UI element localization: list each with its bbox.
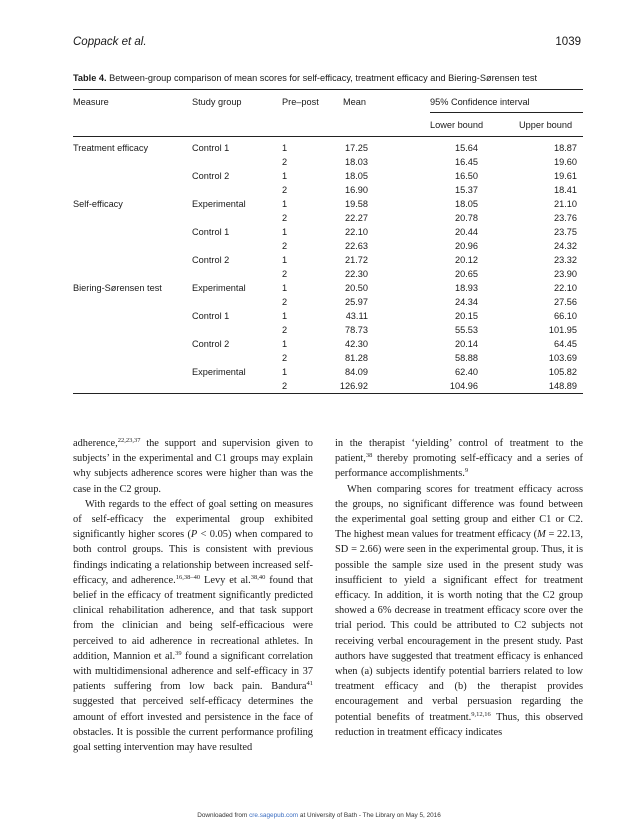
cell-lower-bound: 62.40 (455, 367, 478, 377)
cell-pre-post: 1 (282, 367, 288, 377)
cell-lower-bound: 18.93 (455, 283, 478, 293)
cell-measure: Biering-Sørensen test (73, 283, 162, 293)
cell-study-group: Control 1 (192, 143, 230, 153)
cell-pre-post: 2 (282, 269, 288, 279)
cell-lower-bound: 16.50 (455, 171, 478, 181)
cell-pre-post: 1 (282, 227, 288, 237)
paragraph (335, 482, 583, 740)
text: found a significant correlation with multidimensional adherence and self-efficacy in 37 patients suffering from low back pain. Bandura (73, 650, 314, 693)
cell-mean: 22.10 (345, 227, 368, 237)
cell-lower-bound: 15.64 (455, 143, 478, 153)
header-confidence-interval: 95% Confidence interval (430, 97, 530, 107)
cell-pre-post: 1 (282, 339, 288, 349)
cell-pre-post: 2 (282, 157, 288, 167)
cell-lower-bound: 20.44 (455, 227, 478, 237)
cell-upper-bound: 148.89 (548, 381, 577, 391)
running-head-authors: Coppack et al. (73, 36, 147, 48)
cell-upper-bound: 19.61 (554, 171, 577, 181)
cell-study-group: Control 2 (192, 255, 230, 265)
cell-upper-bound: 101.95 (548, 325, 577, 335)
cell-pre-post: 2 (282, 381, 288, 391)
cell-study-group: Control 1 (192, 227, 230, 237)
table-caption-text: Between-group comparison of mean scores for self-efficacy, treatment efficacy and Biering-Sørensen test (109, 73, 538, 83)
cell-pre-post: 2 (282, 185, 288, 195)
cell-upper-bound: 18.87 (554, 143, 577, 153)
cell-pre-post: 1 (282, 171, 288, 181)
cell-mean: 20.50 (345, 283, 368, 293)
paragraph (73, 497, 313, 755)
table-label: Table 4. (73, 73, 107, 83)
cell-study-group: Control 1 (192, 311, 230, 321)
text: When comparing scores for treatment efficacy across the groups, no significant difference was found between the experimental goal setting group and either C1 or C2. The highest mean values for treatment efficacy ( (335, 483, 583, 541)
download-footer (0, 812, 638, 819)
cell-measure: Self-efficacy (73, 199, 123, 209)
table-top-rule (73, 89, 583, 90)
table-bottom-rule (73, 393, 583, 394)
cell-pre-post: 2 (282, 241, 288, 251)
cell-study-group: Control 2 (192, 171, 230, 181)
cell-mean: 22.27 (345, 213, 368, 223)
citation: 16,38–40 (175, 573, 201, 581)
cell-lower-bound: 20.12 (455, 255, 478, 265)
cell-pre-post: 2 (282, 353, 288, 363)
citation: 38 (365, 452, 373, 460)
cell-lower-bound: 20.65 (455, 269, 478, 279)
cell-lower-bound: 20.15 (455, 311, 478, 321)
left-column (73, 436, 313, 755)
cell-lower-bound: 55.53 (455, 325, 478, 335)
footer-link[interactable]: cre.sagepub.com (249, 812, 299, 819)
cell-mean: 43.11 (345, 311, 368, 321)
header-study-group: Study group (192, 97, 242, 107)
running-header (73, 36, 581, 52)
cell-lower-bound: 15.37 (455, 185, 478, 195)
paragraph (73, 436, 313, 497)
cell-mean: 42.30 (345, 339, 368, 349)
cell-mean: 25.97 (345, 297, 368, 307)
cell-mean: 17.25 (345, 143, 368, 153)
footer-text: Downloaded from (197, 812, 250, 819)
text: thereby promoting self-efficacy and a series of performance accomplishments. (335, 453, 583, 480)
citation: 38,40 (250, 573, 266, 581)
ci-rule (430, 112, 583, 113)
cell-mean: 16.90 (345, 185, 368, 195)
cell-lower-bound: 18.05 (455, 199, 478, 209)
citation: 9,12,16 (471, 710, 491, 718)
citation: 41 (306, 680, 313, 688)
cell-pre-post: 1 (282, 311, 288, 321)
cell-upper-bound: 23.32 (554, 255, 577, 265)
cell-upper-bound: 24.32 (554, 241, 577, 251)
footer-text: at University of Bath - The Library on May 5, 2016 (298, 812, 441, 819)
cell-mean: 22.63 (345, 241, 368, 251)
header-measure: Measure (73, 97, 109, 107)
table-caption (73, 73, 593, 83)
citation: 9 (464, 467, 469, 475)
cell-lower-bound: 20.96 (455, 241, 478, 251)
text: Thus, this observed reduction in treatment efficacy indicates (335, 711, 583, 738)
cell-pre-post: 1 (282, 143, 288, 153)
cell-upper-bound: 21.10 (554, 199, 577, 209)
header-bottom-rule (73, 136, 583, 137)
cell-upper-bound: 105.82 (548, 367, 577, 377)
header-upper-bound: Upper bound (519, 120, 573, 130)
cell-upper-bound: 23.90 (554, 269, 577, 279)
cell-study-group: Experimental (192, 367, 246, 377)
italic-symbol: P (190, 529, 198, 541)
text: the support and supervision given to subjects’ in the experimental and C1 groups may explain why subjects adherence scores were higher than was the case in the C2 group. (73, 438, 313, 495)
cell-upper-bound: 23.76 (554, 213, 577, 223)
cell-mean: 18.03 (345, 157, 368, 167)
cell-study-group: Experimental (192, 283, 246, 293)
cell-mean: 21.72 (345, 255, 368, 265)
citation: 22,23,37 (117, 437, 141, 444)
cell-measure: Treatment efficacy (73, 143, 149, 153)
cell-lower-bound: 58.88 (455, 353, 478, 363)
cell-lower-bound: 16.45 (455, 157, 478, 167)
header-mean: Mean (343, 97, 366, 107)
cell-study-group: Experimental (192, 199, 246, 209)
cell-study-group: Control 2 (192, 339, 230, 349)
text: With regards to the effect of goal setting on measures of self-efficacy the experimental group exhibited significantly higher scores ( (73, 498, 313, 541)
text: Levy et al. (200, 574, 251, 586)
header-lower-bound: Lower bound (430, 120, 484, 130)
cell-upper-bound: 22.10 (554, 283, 577, 293)
cell-mean: 84.09 (345, 367, 368, 377)
text: found that belief in the efficacy of treatment significantly predicted clinical rehabilitation adherence, and that task support from the clinician and being self-efficacious were perceived to aid adherence in recreational athletes. In addition, Mannion et al. (73, 574, 313, 662)
cell-upper-bound: 66.10 (554, 311, 577, 321)
header-pre-post: Pre–post (282, 97, 319, 107)
text: in the therapist ‘yielding’ control of treatment to the patient, (335, 438, 583, 465)
cell-mean: 18.05 (345, 171, 368, 181)
cell-upper-bound: 18.41 (554, 185, 577, 195)
cell-upper-bound: 19.60 (554, 157, 577, 167)
cell-pre-post: 2 (282, 213, 288, 223)
cell-upper-bound: 23.75 (554, 227, 577, 237)
cell-mean: 81.28 (345, 353, 368, 363)
cell-upper-bound: 27.56 (554, 297, 577, 307)
right-column (335, 436, 583, 740)
paragraph (335, 436, 583, 482)
cell-pre-post: 2 (282, 325, 288, 335)
italic-symbol: M (537, 529, 546, 541)
cell-upper-bound: 64.45 (554, 339, 577, 349)
cell-mean: 19.58 (345, 199, 368, 209)
cell-pre-post: 1 (282, 255, 288, 265)
cell-upper-bound: 103.69 (548, 353, 577, 363)
cell-pre-post: 1 (282, 283, 288, 293)
cell-lower-bound: 20.78 (455, 213, 478, 223)
cell-mean: 126.92 (339, 381, 368, 391)
text: adherence, (73, 438, 118, 449)
cell-pre-post: 2 (282, 297, 288, 307)
page-number: 1039 (555, 36, 581, 48)
cell-mean: 78.73 (345, 325, 368, 335)
cell-mean: 22.30 (345, 269, 368, 279)
cell-lower-bound: 104.96 (449, 381, 478, 391)
cell-lower-bound: 24.34 (455, 297, 478, 307)
citation: 39 (175, 649, 182, 657)
cell-lower-bound: 20.14 (455, 339, 478, 349)
text: suggested that perceived self-efficacy determines the amount of effort invested and persistence in the face of obstacles. It is possible the current performance profiling goal setting intervention may have resulted (73, 696, 313, 754)
cell-pre-post: 1 (282, 199, 288, 209)
text: < 0.05) when compared to both control groups. This is consistent with previous findings indicating a relationship between increased self-efficacy, and adherence. (73, 529, 313, 586)
text: = 22.13, SD = 2.66) were seen in the experimental group. Thus, it is possible the sample size used in the present study was insufficient to yield a significant effect for treatment efficacy. In addition, it is worth noting that the C2 group showed a 6% decrease in treatment efficacy score over the trial period. This could be attributed to C2 subjects not receiving verbal encouragement in the present study. Past authors have suggested that treatment efficacy is enhanced when (a) subjects identify potential barriers related to low treatment efficacy and (b) the therapist provides encouragement and verbal persuasion regarding the potential benefits of treatment. (335, 529, 583, 723)
